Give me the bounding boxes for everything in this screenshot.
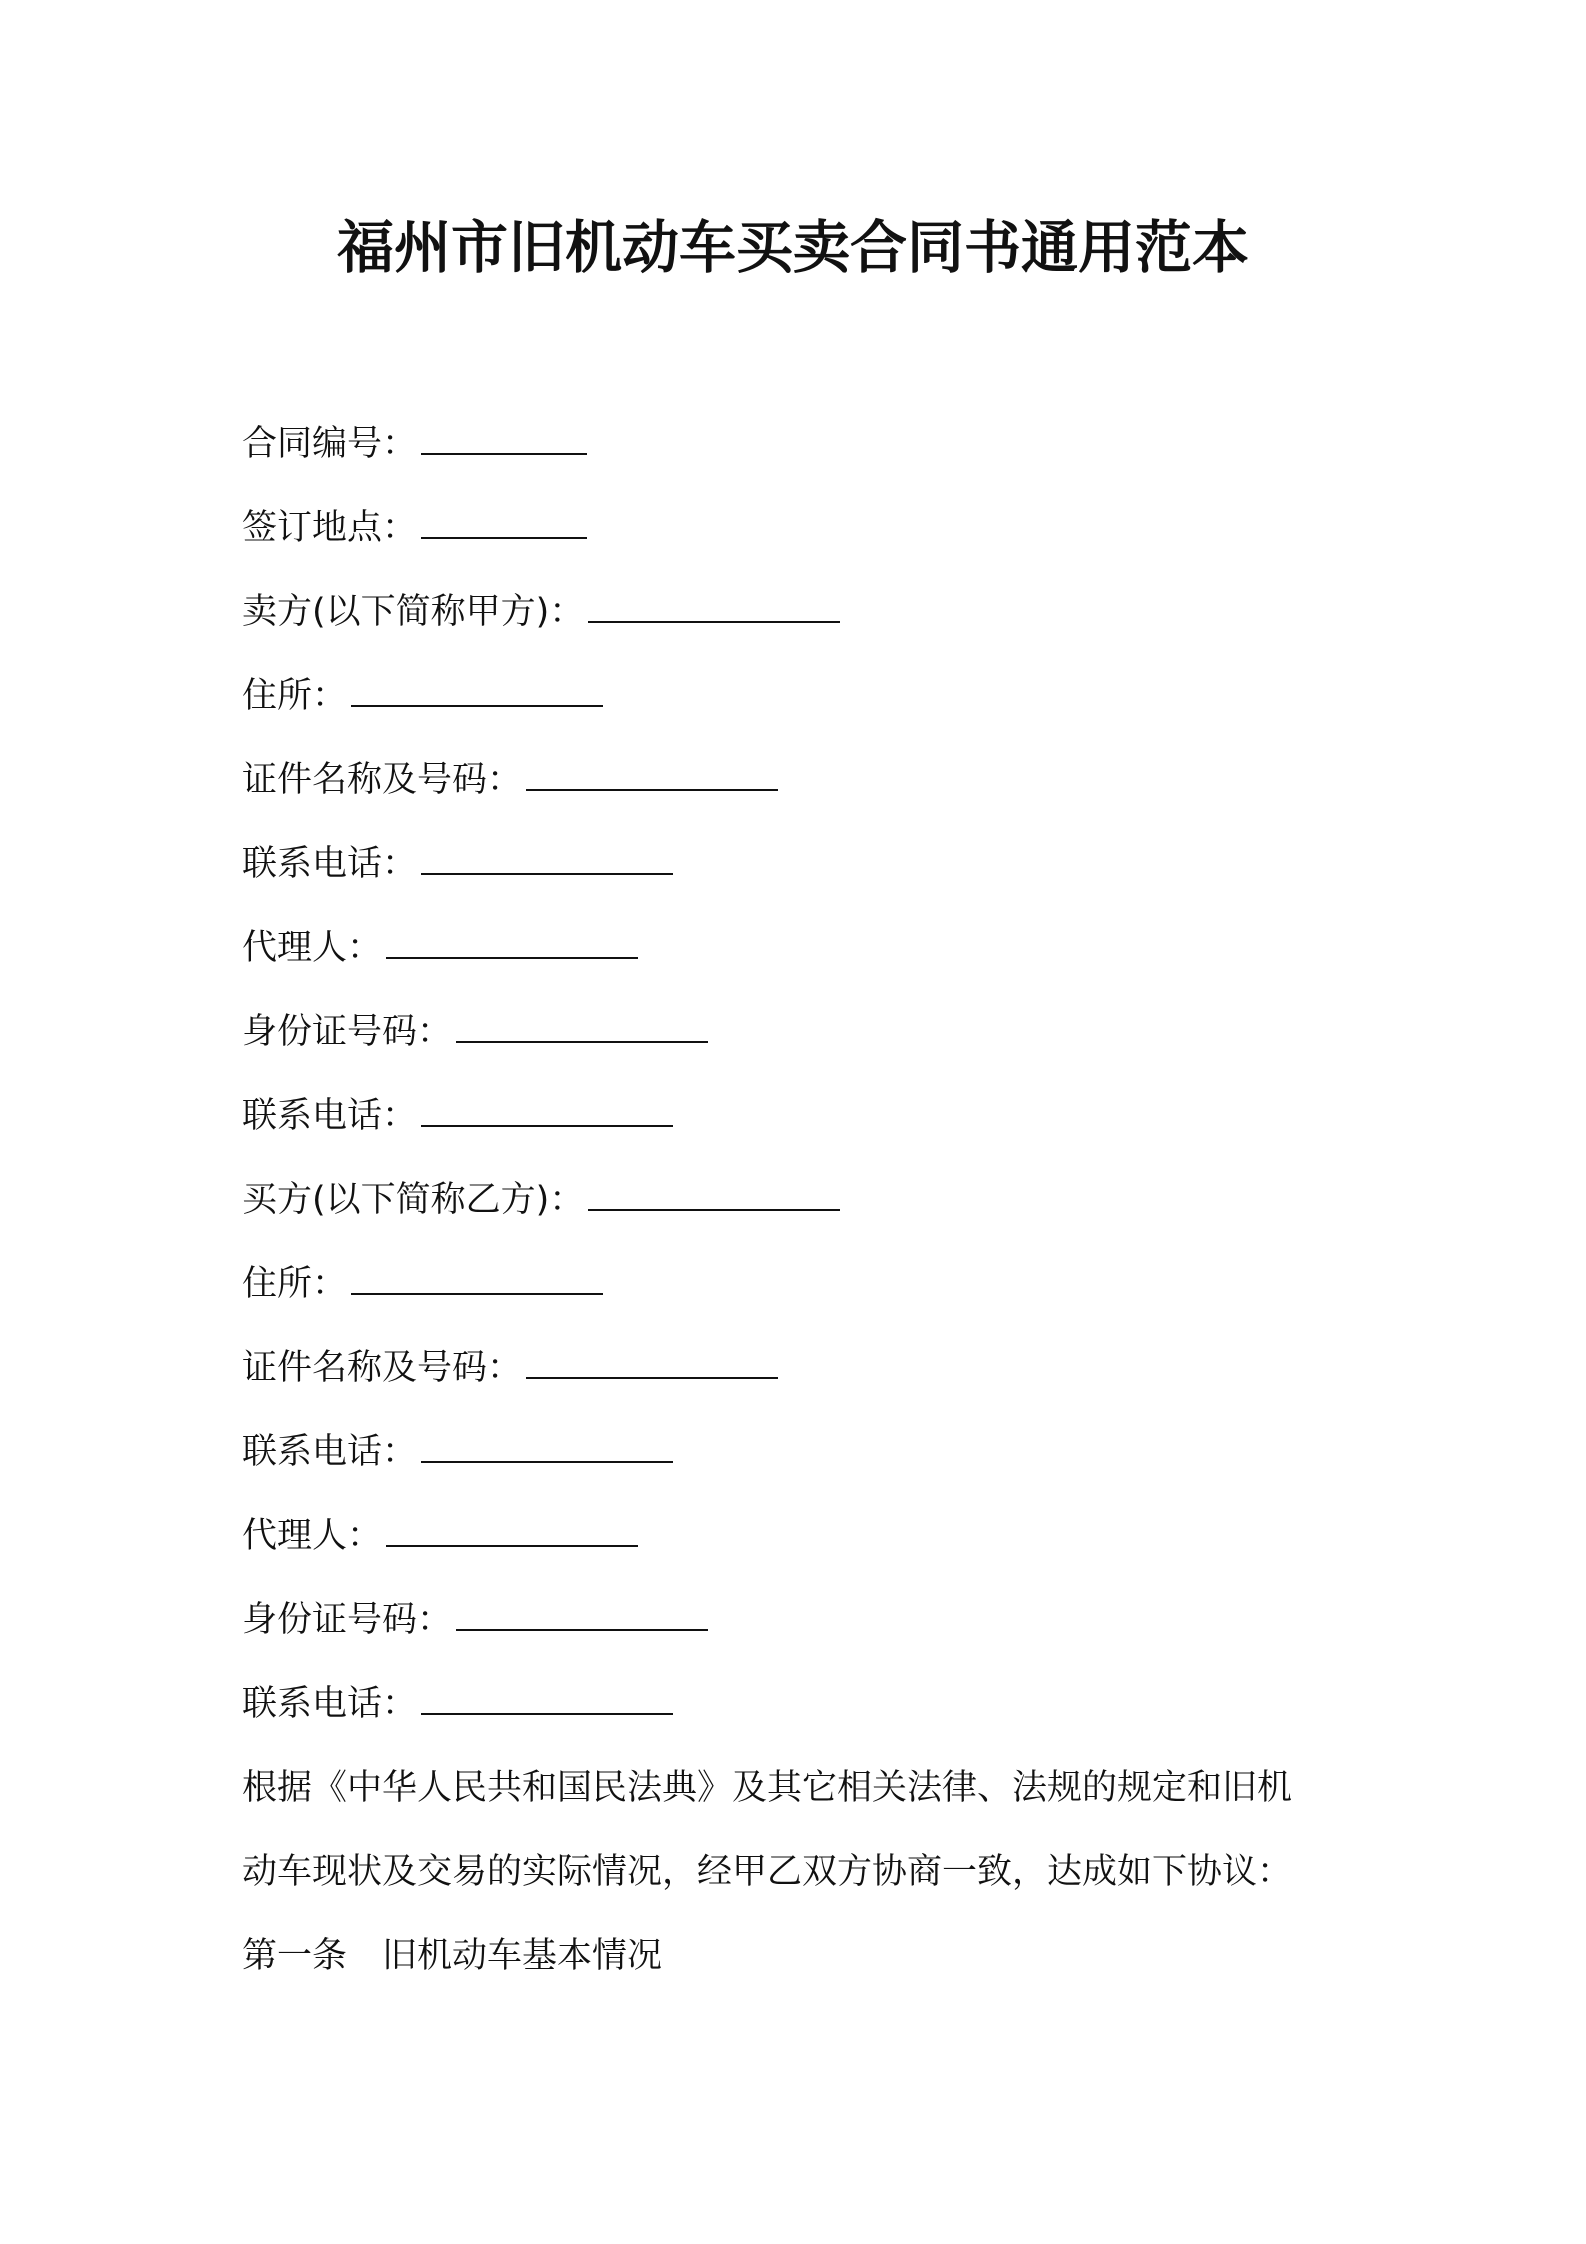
field-row-buyer-agent: [242, 1494, 1362, 1578]
field-label: 证件名称及号码：: [242, 760, 523, 800]
field-row-buyer-id: [242, 1326, 1362, 1410]
field-label: 卖方(以下简称甲方)：: [242, 592, 585, 632]
fill-in-blank: [456, 1017, 708, 1043]
page-title: 福州市旧机动车买卖合同书通用范本: [337, 215, 1249, 281]
fill-in-blank: [386, 933, 638, 959]
intro-paragraph-line-2: 动车现状及交易的实际情况，经甲乙双方协商一致，达成如下协议：: [242, 1852, 1293, 1892]
field-label: 住所：: [242, 1264, 348, 1304]
field-row-buyer-phone: [242, 1410, 1362, 1494]
field-label: 买方(以下简称乙方)：: [242, 1180, 585, 1220]
fill-in-blank: [351, 681, 603, 707]
fill-in-blank: [421, 429, 587, 455]
field-label: 代理人：: [242, 928, 383, 968]
field-label: 身份证号码：: [242, 1012, 453, 1052]
fill-in-blank: [526, 765, 778, 791]
field-row-seller-id: [242, 738, 1362, 822]
intro-paragraph-line-1: 根据《中华人民共和国民法典》及其它相关法律、法规的规定和旧机: [242, 1768, 1293, 1808]
field-label: 联系电话：: [242, 1432, 418, 1472]
field-label: 代理人：: [242, 1516, 383, 1556]
field-row-seller-agent-phone: [242, 1074, 1362, 1158]
article-1-heading: 第一条 旧机动车基本情况: [242, 1936, 663, 1976]
fill-in-blank: [421, 1689, 673, 1715]
field-row-seller: [242, 570, 1362, 654]
fill-in-blank: [421, 1101, 673, 1127]
field-label: 证件名称及号码：: [242, 1348, 523, 1388]
field-label: 签订地点：: [242, 508, 418, 548]
field-label: 联系电话：: [242, 1684, 418, 1724]
field-row-seller-agent-id: [242, 990, 1362, 1074]
field-row-seller-phone: [242, 822, 1362, 906]
fill-in-blank: [456, 1605, 708, 1631]
field-label: 联系电话：: [242, 844, 418, 884]
fill-in-blank: [588, 1185, 840, 1211]
field-label: 身份证号码：: [242, 1600, 453, 1640]
field-row-buyer-agent-id: [242, 1578, 1362, 1662]
field-row-buyer-address: [242, 1242, 1362, 1326]
fill-in-blank: [526, 1353, 778, 1379]
field-row-seller-address: [242, 654, 1362, 738]
field-label: 住所：: [242, 676, 348, 716]
fill-in-blank: [588, 597, 840, 623]
contract-fields: [242, 402, 1362, 1998]
field-row-buyer: [242, 1158, 1362, 1242]
field-label: 联系电话：: [242, 1096, 418, 1136]
fill-in-blank: [386, 1521, 638, 1547]
fill-in-blank: [421, 513, 587, 539]
field-row-contract-number: [242, 402, 1362, 486]
fill-in-blank: [351, 1269, 603, 1295]
field-label: 合同编号：: [242, 424, 418, 464]
field-row-buyer-agent-phone: [242, 1662, 1362, 1746]
field-row-seller-agent: [242, 906, 1362, 990]
fill-in-blank: [421, 1437, 673, 1463]
field-row-signing-place: [242, 486, 1362, 570]
fill-in-blank: [421, 849, 673, 875]
